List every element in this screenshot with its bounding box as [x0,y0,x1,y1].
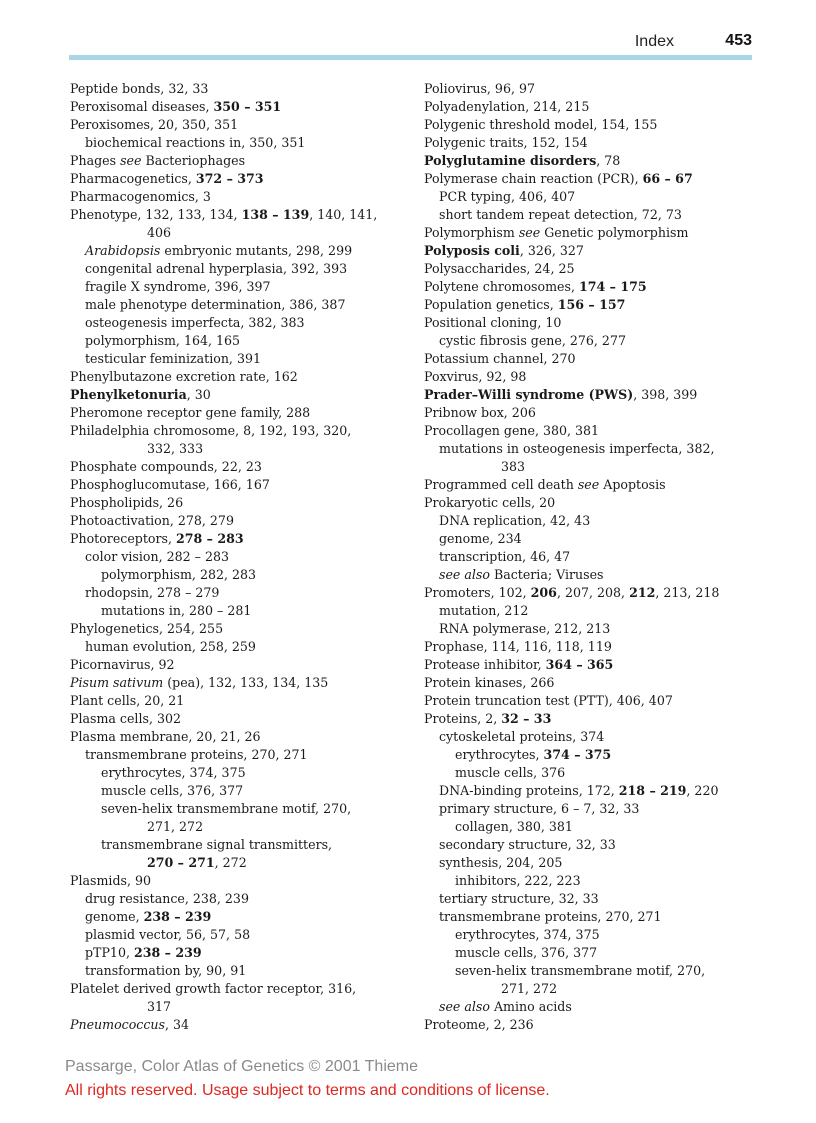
index-subentry [70,350,410,368]
index-entry-text: Proteome, 2, 236 [424,1017,534,1032]
index-entry [70,674,410,692]
index-subentry [70,566,410,584]
index-entry-continuation [70,818,410,836]
index-entry-text: genome, [85,909,144,924]
index-entry-text: embryonic mutants, 298, 299 [160,243,353,258]
index-entry-text: see [518,225,541,240]
index-entry-text: seven-helix transmembrane motif, 270, [101,801,352,816]
index-entry-text: Pneumococcus [70,1017,165,1032]
index-entry [424,710,764,728]
index-subentry [424,998,764,1016]
index-subentry [424,872,764,890]
index-entry-continuation [70,440,410,458]
index-entry-text: Phosphate compounds, 22, 23 [70,459,262,474]
index-subentry [424,440,764,458]
index-entry-text: osteogenesis imperfecta, 382, 383 [85,315,305,330]
index-entry-text: Phosphoglucomutase, 166, 167 [70,477,270,492]
index-entry-text: muscle cells, 376 [455,765,566,780]
index-entry-text: Poxvirus, 92, 98 [424,369,527,384]
index-entry-text: erythrocytes, 374, 375 [455,927,600,942]
index-entry-text: , 207, 208, [556,585,630,600]
index-entry [70,152,410,170]
index-entry-text: pTP10, [85,945,134,960]
index-entry [424,674,764,692]
index-subentry [424,332,764,350]
index-entry-text: 271, 272 [147,819,204,834]
index-entry-text: Phenylbutazone excretion rate, 162 [70,369,298,384]
index-entry-text: Phylogenetics, 254, 255 [70,621,224,636]
index-entry-text: transmembrane proteins, 270, 271 [439,909,662,924]
index-entry-text: 66 – 67 [642,171,693,186]
index-entry-text: Photoreceptors, [70,531,176,546]
section-label: Index [634,33,674,50]
index-entry [70,170,410,188]
index-entry-text: 278 – 283 [175,531,244,546]
index-entry-text: fragile X syndrome, 396, 397 [85,279,271,294]
index-subentry [424,926,764,944]
index-entry-text: Genetic polymorphism [540,225,689,240]
index-entry-text: 374 – 375 [543,747,612,762]
index-subentry [70,890,410,908]
index-entry [70,458,410,476]
index-entry-text: 212 [629,585,656,600]
index-entry-text: , 34 [165,1017,190,1032]
index-entry [70,368,410,386]
index-entry-text: Bacteria; Viruses [489,567,604,582]
index-entry-text: human evolution, 258, 259 [85,639,256,654]
index-subentry [70,314,410,332]
index-entry [70,1016,410,1034]
index-entry [424,98,764,116]
index-entry-text: see also [439,567,490,582]
index-entry-text: congenital adrenal hyperplasia, 392, 393 [85,261,348,276]
index-subentry [70,242,410,260]
index-entry-text: rhodopsin, 278 – 279 [85,585,220,600]
index-subentry [70,782,410,800]
index-entry-text: Polygenic traits, 152, 154 [424,135,588,150]
index-entry-text: Amino acids [489,999,572,1014]
index-entry-text: PCR typing, 406, 407 [439,189,576,204]
index-entry [70,872,410,890]
index-entry-text: 332, 333 [147,441,204,456]
index-entry-text: , 398, 399 [633,387,698,402]
index-subentry [70,836,410,854]
index-entry [424,638,764,656]
index-entry-text: 270 – 271 [147,855,215,870]
index-entry-text: Polysaccharides, 24, 25 [424,261,575,276]
index-entry [424,1016,764,1034]
index-entry-text: , 30 [186,387,211,402]
index-entry-text: erythrocytes, [455,747,544,762]
index-entry-text: primary structure, 6 – 7, 32, 33 [439,801,640,816]
index-subentry [424,620,764,638]
index-entry-text: collagen, 380, 381 [455,819,573,834]
index-entry-text: Apoptosis [599,477,666,492]
index-entry-text: Programmed cell death [424,477,578,492]
index-entry [70,656,410,674]
index-subentry [70,278,410,296]
index-subentry [424,800,764,818]
index-entry-text: Positional cloning, 10 [424,315,562,330]
index-entry [424,656,764,674]
index-column-right [424,80,764,1034]
index-entry-text: , 140, 141, [309,207,378,222]
footer-copyright: Passarge, Color Atlas of Genetics © 2001 Thieme [65,1058,419,1075]
index-entry-text: DNA-binding proteins, 172, [439,783,619,798]
index-subentry [424,854,764,872]
index-entry [424,422,764,440]
index-entry-text: Population genetics, [424,297,558,312]
index-subentry [424,782,764,800]
index-entry-text: transcription, 46, 47 [439,549,571,564]
index-entry-text: seven-helix transmembrane motif, 270, [455,963,706,978]
index-entry-continuation [70,854,410,872]
index-entry-text: Polyglutamine disorders [424,153,597,168]
index-entry-text: transmembrane proteins, 270, 271 [85,747,308,762]
index-subentry [70,332,410,350]
index-entry [424,404,764,422]
index-entry-text: 317 [147,999,172,1014]
index-entry [70,512,410,530]
index-entry-text: Protein truncation test (PTT), 406, 407 [424,693,673,708]
index-entry-text: tertiary structure, 32, 33 [439,891,599,906]
index-subentry [70,260,410,278]
index-entry-text: Photoactivation, 278, 279 [70,513,234,528]
index-entry-text: see [120,153,142,168]
index-entry-text: Prophase, 114, 116, 118, 119 [424,639,612,654]
index-subentry [424,890,764,908]
index-entry-text: Polymerase chain reaction (PCR), [424,171,643,186]
index-entry [424,692,764,710]
index-subentry [70,134,410,152]
index-entry [424,314,764,332]
index-subentry [424,728,764,746]
index-entry-text: mutations in, 280 – 281 [101,603,252,618]
index-entry [424,260,764,278]
index-entry [70,710,410,728]
index-entry-text: Plasma cells, 302 [70,711,181,726]
index-entry-text: erythrocytes, 374, 375 [101,765,246,780]
index-entry [70,206,410,224]
index-subentry [424,206,764,224]
index-entry-text: Peroxisomes, 20, 350, 351 [70,117,239,132]
index-subentry [70,800,410,818]
index-entry-text: mutation, 212 [439,603,529,618]
index-column-left [70,80,410,1034]
index-entry-text: genome, 234 [439,531,522,546]
index-subentry [424,512,764,530]
index-entry-text: 206 [530,585,557,600]
index-entry-text: Prader–Willi syndrome (PWS) [424,387,634,402]
index-entry [70,728,410,746]
index-entry-text: synthesis, 204, 205 [439,855,563,870]
index-entry-text: cystic fibrosis gene, 276, 277 [439,333,626,348]
index-entry [70,530,410,548]
page-number: 453 [725,32,752,49]
index-entry-text: , 78 [596,153,621,168]
index-entry-continuation [424,980,764,998]
header-rule [69,55,752,60]
index-entry [424,170,764,188]
index-entry-text: 32 – 33 [501,711,552,726]
index-subentry [424,908,764,926]
index-entry-text: secondary structure, 32, 33 [439,837,616,852]
index-subentry [424,530,764,548]
index-entry-text: 156 – 157 [557,297,626,312]
index-entry [424,278,764,296]
index-entry-text: Bacteriophages [141,153,246,168]
index-entry [424,80,764,98]
index-entry-text: color vision, 282 – 283 [85,549,229,564]
index-entry-text: Phages [70,153,121,168]
index-entry [424,242,764,260]
index-entry-text: Protease inhibitor, [424,657,546,672]
index-subentry [70,638,410,656]
index-entry-text: plasmid vector, 56, 57, 58 [85,927,251,942]
index-entry-text: RNA polymerase, 212, 213 [439,621,611,636]
index-entry [424,224,764,242]
index-subentry [424,962,764,980]
index-entry-text: see also [439,999,490,1014]
index-entry-text: , 272 [214,855,247,870]
index-entry-text: , 213, 218 [655,585,720,600]
index-subentry [70,962,410,980]
index-entry-text: Plasma membrane, 20, 21, 26 [70,729,261,744]
index-subentry [424,746,764,764]
index-entry-text: Peroxisomal diseases, [70,99,214,114]
index-entry-text: transmembrane signal transmitters, [101,837,333,852]
index-subentry [424,836,764,854]
index-subentry [424,602,764,620]
index-subentry [424,764,764,782]
index-entry-text: 218 – 219 [618,783,687,798]
index-entry-text: mutations in osteogenesis imperfecta, 382, [439,441,715,456]
index-entry-text: Peptide bonds, 32, 33 [70,81,209,96]
index-entry-text: Promoters, 102, [424,585,531,600]
index-entry-text: (pea), 132, 133, 134, 135 [163,675,329,690]
index-subentry [70,548,410,566]
index-entry [424,476,764,494]
index-entry-text: Plant cells, 20, 21 [70,693,185,708]
index-entry-text: Polytene chromosomes, [424,279,579,294]
index-entry-text: Proteins, 2, [424,711,502,726]
index-entry-text: Phenotype, 132, 133, 134, [70,207,242,222]
index-entry [70,188,410,206]
index-subentry [70,764,410,782]
index-entry [70,476,410,494]
index-entry [424,386,764,404]
index-subentry [70,926,410,944]
index-entry-text: polymorphism, 282, 283 [101,567,257,582]
index-subentry [70,908,410,926]
index-entry-text: 364 – 365 [545,657,614,672]
index-entry [70,98,410,116]
index-entry-text: Pisum sativum [70,675,164,690]
index-entry-text: Picornavirus, 92 [70,657,175,672]
index-entry [70,404,410,422]
index-entry-text: Poliovirus, 96, 97 [424,81,535,96]
index-entry-text: Plasmids, 90 [70,873,151,888]
index-entry-text: 138 – 139 [241,207,310,222]
index-entry-text: Philadelphia chromosome, 8, 192, 193, 320, [70,423,352,438]
index-entry [70,80,410,98]
index-entry-text: 383 [501,459,526,474]
index-entry-text: short tandem repeat detection, 72, 73 [439,207,682,222]
index-entry-text: muscle cells, 376, 377 [101,783,244,798]
index-entry-text: Pharmacogenomics, 3 [70,189,211,204]
index-entry-text: testicular feminization, 391 [85,351,261,366]
index-subentry [424,818,764,836]
index-entry-text: DNA replication, 42, 43 [439,513,591,528]
index-entry-text: , 220 [686,783,719,798]
index-entry-text: Arabidopsis [85,243,161,258]
index-entry [424,296,764,314]
index-entry [70,422,410,440]
index-entry-text: polymorphism, 164, 165 [85,333,241,348]
index-entry-continuation [70,224,410,242]
index-subentry [70,944,410,962]
index-entry-text: 372 – 373 [195,171,264,186]
index-entry [424,134,764,152]
index-entry-text: 406 [147,225,172,240]
index-subentry [424,188,764,206]
index-entry-text: transformation by, 90, 91 [85,963,247,978]
index-entry-text: Phospholipids, 26 [70,495,184,510]
index-entry-text: , 326, 327 [519,243,584,258]
index-entry [70,692,410,710]
index-subentry [424,566,764,584]
index-entry-text: 174 – 175 [578,279,647,294]
index-entry [70,386,410,404]
index-entry-text: muscle cells, 376, 377 [455,945,598,960]
index-entry-text: Polyposis coli [424,243,520,258]
index-entry-text: biochemical reactions in, 350, 351 [85,135,306,150]
index-entry [424,494,764,512]
index-entry-text: drug resistance, 238, 239 [85,891,249,906]
index-entry-text: Phenylketonuria [70,387,187,402]
index-entry-text: 350 – 351 [213,99,282,114]
index-entry [424,152,764,170]
index-entry [424,368,764,386]
index-entry-text: Potassium channel, 270 [424,351,576,366]
index-entry-text: inhibitors, 222, 223 [455,873,581,888]
index-entry-continuation [424,458,764,476]
index-subentry [70,602,410,620]
index-entry [70,116,410,134]
index-entry-text: Pribnow box, 206 [424,405,536,420]
index-subentry [70,584,410,602]
index-entry-text: see [577,477,600,492]
index-entry-text: Pheromone receptor gene family, 288 [70,405,311,420]
index-entry-text: Polygenic threshold model, 154, 155 [424,117,658,132]
index-entry [424,350,764,368]
index-entry-text: Pharmacogenetics, [70,171,196,186]
index-entry-text: cytoskeletal proteins, 374 [439,729,605,744]
index-entry-text: Platelet derived growth factor receptor, 316, [70,981,357,996]
index-entry [424,584,764,602]
index-entry [70,620,410,638]
index-entry [424,116,764,134]
index-subentry [70,296,410,314]
index-entry-text: Polymorphism [424,225,519,240]
index-entry-text: Polyadenylation, 214, 215 [424,99,590,114]
index-entry-text: 271, 272 [501,981,558,996]
index-entry-text: Prokaryotic cells, 20 [424,495,556,510]
index-entry-continuation [70,998,410,1016]
index-entry-text: male phenotype determination, 386, 387 [85,297,346,312]
footer-license: All rights reserved. Usage subject to terms and conditions of license. [65,1082,550,1099]
index-entry [70,980,410,998]
index-entry-text: 238 – 239 [143,909,212,924]
index-entry-text: 238 – 239 [133,945,202,960]
index-subentry [424,548,764,566]
index-entry-text: Procollagen gene, 380, 381 [424,423,600,438]
index-subentry [424,944,764,962]
index-subentry [70,746,410,764]
index-entry [70,494,410,512]
index-entry-text: Protein kinases, 266 [424,675,555,690]
